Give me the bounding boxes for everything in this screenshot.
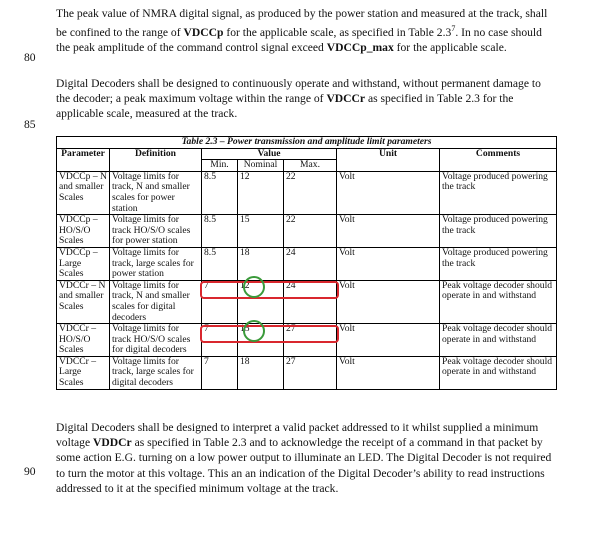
p3-text-a: Digital Decoders shall be designed to interpret a valid packet addressed to it whilst supplied a minimum voltage: [56, 421, 539, 450]
cell-parameter: VDCCr – HO/S/O Scales: [57, 324, 110, 357]
cell-unit: Volt: [337, 215, 440, 248]
table-row: [57, 324, 557, 357]
cell-definition: Voltage limits for track, large scales for digital decoders: [110, 356, 202, 389]
cell-parameter: VDCCp – HO/S/O Scales: [57, 215, 110, 248]
p1-bold-vdccp: VDCCp: [183, 26, 224, 40]
cell-unit: Volt: [337, 280, 440, 323]
table-caption: Table 2.3 – Power transmission and amplitude limit parameters: [57, 137, 557, 149]
cell-nominal: 15: [238, 215, 284, 248]
cell-nominal: 18: [238, 247, 284, 280]
cell-comments: Voltage produced powering the track: [440, 247, 557, 280]
cell-max: 24: [284, 280, 337, 323]
cell-min: 7: [202, 356, 238, 389]
p1-text-d: . In no case should the peak amplitude of the command control signal exceed: [56, 26, 542, 55]
p2-text-a: Digital Decoders shall be designed to continuously operate and withstand, without permanent damage to the decoder; a peak maximum voltage within the range of: [56, 77, 541, 106]
cell-max: 22: [284, 171, 337, 214]
cell-parameter: VDCCr – Large Scales: [57, 356, 110, 389]
cell-comments: Voltage produced powering the track: [440, 171, 557, 214]
cell-definition: Voltage limits for track HO/S/O scales for power station: [110, 215, 202, 248]
cell-max: 22: [284, 215, 337, 248]
cell-nominal: 15: [238, 324, 284, 357]
cell-comments: Peak voltage decoder should operate in and withstand: [440, 324, 557, 357]
cell-definition: Voltage limits for track HO/S/O scales for digital decoders: [110, 324, 202, 357]
cell-min: 8.5: [202, 215, 238, 248]
cell-nominal: 18: [238, 356, 284, 389]
cell-min: 8.5: [202, 247, 238, 280]
cell-unit: Volt: [337, 324, 440, 357]
cell-unit: Volt: [337, 171, 440, 214]
table-row: [57, 247, 557, 280]
cell-max: 24: [284, 247, 337, 280]
table-row: [57, 215, 557, 248]
cell-definition: Voltage limits for track, large scales for power station: [110, 247, 202, 280]
subheader-max: Max.: [284, 160, 337, 172]
paragraph-power-station-peak: [56, 6, 556, 55]
cell-unit: Volt: [337, 356, 440, 389]
cell-comments: Peak voltage decoder should operate in and withstand: [440, 356, 557, 389]
paragraph-decoder-withstand: [56, 76, 556, 122]
line-number-80: 80: [24, 51, 36, 64]
p3-text-c: as specified in Table 2.3 and to acknowledge the receipt of a command in that packet by some action E.G. turning on a low power output to illuminate an LED. The Digital Decoder is not required to turn the motor at this voltage. This an an indication of the Digital Decoder’s ability to read instructions addressed to it at the specified minimum voltage at the track.: [56, 436, 552, 495]
header-comments: Comments: [440, 148, 557, 171]
header-value: Value: [202, 148, 337, 160]
p2-bold-vdccr: VDCCr: [326, 92, 366, 106]
paragraph-decoder-minimum-voltage: [56, 420, 556, 496]
cell-unit: Volt: [337, 247, 440, 280]
subheader-min: Min.: [202, 160, 238, 172]
p1-text-c: for the applicable scale, as specified in Table 2.3: [223, 26, 452, 40]
p1-text-a: The peak value of NMRA digital signal, as produced by the power station and measured at the track, shall be confined to the range of: [56, 7, 548, 40]
line-number-90: 90: [24, 465, 36, 478]
cell-min: 7: [202, 280, 238, 323]
p1-text-e: for the applicable scale.: [393, 41, 507, 55]
p2-text-c: as specified in Table 2.3 for the applicable scale, measured at the track.: [56, 92, 514, 121]
cell-comments: Voltage produced powering the track: [440, 215, 557, 248]
header-unit: Unit: [337, 148, 440, 171]
p3-bold-vddcr: VDDCr: [93, 436, 132, 450]
table-row: [57, 356, 557, 389]
cell-definition: Voltage limits for track, N and smaller scales for digital decoders: [110, 280, 202, 323]
p1-footnote-ref: 7: [451, 24, 456, 34]
header-parameter: Parameter: [57, 148, 110, 171]
cell-parameter: VDCCr – N and smaller Scales: [57, 280, 110, 323]
cell-comments: Peak voltage decoder should operate in and withstand: [440, 280, 557, 323]
cell-max: 27: [284, 324, 337, 357]
cell-nominal: 12: [238, 280, 284, 323]
cell-definition: Voltage limits for track, N and smaller scales for power station: [110, 171, 202, 214]
header-definition: Definition: [110, 148, 202, 171]
cell-max: 27: [284, 356, 337, 389]
line-number-85: 85: [24, 118, 36, 131]
cell-parameter: VDCCp – Large Scales: [57, 247, 110, 280]
p1-bold-vdccp-max: VDCCp_max: [326, 41, 394, 55]
cell-min: 7: [202, 324, 238, 357]
table-row: [57, 280, 557, 323]
table-row: [57, 171, 557, 214]
cell-min: 8.5: [202, 171, 238, 214]
cell-nominal: 12: [238, 171, 284, 214]
cell-parameter: VDCCp – N and smaller Scales: [57, 171, 110, 214]
subheader-nominal: Nominal: [238, 160, 284, 172]
table-power-limits: [56, 136, 557, 390]
